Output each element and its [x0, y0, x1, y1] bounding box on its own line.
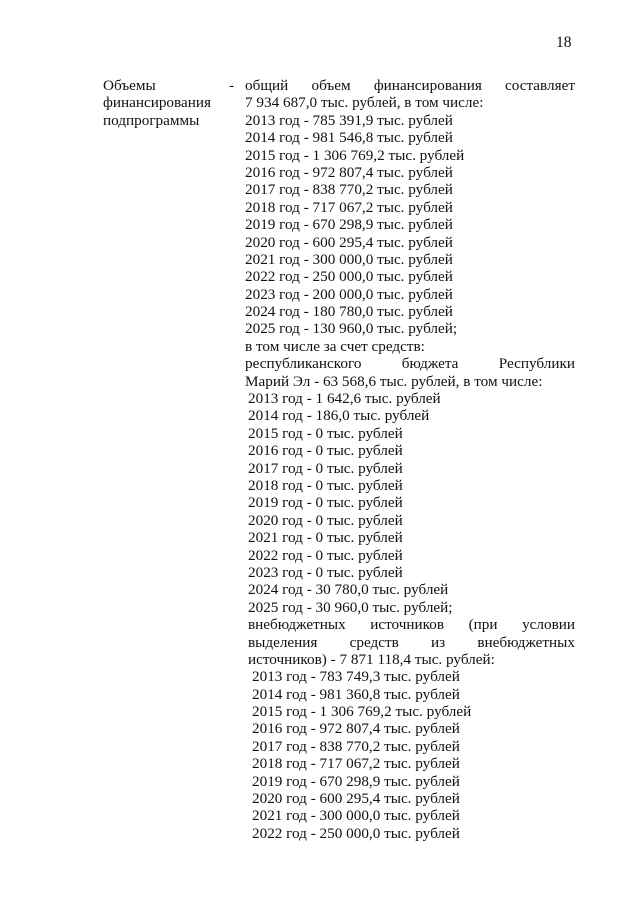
year-amount-line: 2017 год - 838 770,2 тыс. рублей [252, 737, 460, 755]
extrabudget-intro-line [245, 616, 575, 633]
year-amount-line: 2020 год - 600 295,4 тыс. рублей [252, 790, 460, 808]
year-amount-line: 2016 год - 0 тыс. рублей [248, 442, 403, 460]
year-amount-line: 2024 год - 180 780,0 тыс. рублей [245, 303, 453, 321]
year-amount-line: 2016 год - 972 807,4 тыс. рублей [245, 163, 453, 181]
year-amount-line: 2023 год - 200 000,0 тыс. рублей [245, 285, 453, 303]
year-amount-line: 2019 год - 0 тыс. рублей [248, 494, 403, 512]
word: выделения [248, 633, 318, 651]
word: внебюджетных [248, 616, 346, 634]
word: внебюджетных [477, 633, 575, 651]
funding-text [245, 77, 575, 842]
label-line: Объемы [103, 77, 156, 94]
extrabudget-second-line [245, 634, 575, 651]
year-amount-line: 2013 год - 783 749,3 тыс. рублей [252, 668, 460, 686]
year-amount-line: 2016 год - 972 807,4 тыс. рублей [252, 720, 460, 738]
label-dash: - [229, 77, 235, 94]
year-amount-line: 2015 год - 1 306 769,2 тыс. рублей [252, 703, 472, 721]
word: финансирования [373, 77, 482, 94]
word: составляет [505, 77, 575, 94]
year-amount-line: 2017 год - 838 770,2 тыс. рублей [245, 181, 453, 199]
sources-intro: в том числе за счет средств: [245, 337, 425, 355]
word: средств [349, 633, 399, 651]
year-amount-line: 2018 год - 717 067,2 тыс. рублей [252, 755, 460, 773]
year-amount-line: 2014 год - 981 360,8 тыс. рублей [252, 685, 460, 703]
year-amount-line: 2015 год - 0 тыс. рублей [248, 424, 403, 442]
extrabudget-years-list [245, 668, 575, 842]
word: источников [370, 616, 445, 634]
year-amount-line: 2024 год - 30 780,0 тыс. рублей [248, 581, 449, 599]
year-amount-line: 2021 год - 0 тыс. рублей [248, 529, 403, 547]
year-amount-line: 2013 год - 785 391,9 тыс. рублей [245, 111, 453, 129]
year-amount-line: 2023 год - 0 тыс. рублей [248, 563, 403, 581]
republic-intro-line [245, 355, 575, 372]
year-amount-line: 2018 год - 0 тыс. рублей [248, 476, 403, 494]
total-years-list [245, 112, 575, 338]
republic-years-list [245, 390, 575, 616]
word: из [430, 633, 446, 651]
year-amount-line: 2014 год - 186,0 тыс. рублей [248, 407, 430, 425]
total-intro-line [245, 77, 575, 94]
republic-amount-line: Марий Эл - 63 568,6 тыс. рублей, в том числе: [245, 372, 543, 390]
year-amount-line: 2013 год - 1 642,6 тыс. рублей [248, 390, 441, 408]
year-amount-line: 2014 год - 981 546,8 тыс. рублей [245, 129, 453, 147]
year-amount-line: 2025 год - 130 960,0 тыс. рублей; [245, 320, 458, 338]
year-amount-line: 2019 год - 670 298,9 тыс. рублей [252, 772, 460, 790]
year-amount-line: 2021 год - 300 000,0 тыс. рублей [252, 807, 460, 825]
label-line: финансирования [103, 94, 211, 112]
word: Республики [498, 355, 575, 373]
word: объем [311, 77, 351, 94]
year-amount-line: 2020 год - 0 тыс. рублей [248, 511, 403, 529]
word: условии [522, 616, 575, 634]
year-amount-line: 2019 год - 670 298,9 тыс. рублей [245, 216, 453, 234]
extrabudget-amount-line: источников) - 7 871 118,4 тыс. рублей: [248, 650, 495, 668]
label-line: подпрограммы [103, 111, 200, 129]
year-amount-line: 2021 год - 300 000,0 тыс. рублей [245, 250, 453, 268]
total-amount-line: 7 934 687,0 тыс. рублей, в том числе: [245, 94, 484, 112]
year-amount-line: 2022 год - 0 тыс. рублей [248, 546, 403, 564]
word: общий [245, 77, 289, 94]
year-amount-line: 2015 год - 1 306 769,2 тыс. рублей [245, 146, 465, 164]
year-amount-line: 2018 год - 717 067,2 тыс. рублей [245, 198, 453, 216]
year-amount-line: 2022 год - 250 000,0 тыс. рублей [252, 824, 460, 842]
year-amount-line: 2020 год - 600 295,4 тыс. рублей [245, 233, 453, 251]
word: бюджета [401, 355, 459, 373]
word: (при [468, 616, 498, 634]
section-label [103, 77, 223, 129]
year-amount-line: 2017 год - 0 тыс. рублей [248, 459, 403, 477]
year-amount-line: 2022 год - 250 000,0 тыс. рублей [245, 268, 453, 286]
word: республиканского [245, 355, 362, 373]
page-number: 18 [556, 34, 572, 51]
year-amount-line: 2025 год - 30 960,0 тыс. рублей; [248, 598, 453, 616]
